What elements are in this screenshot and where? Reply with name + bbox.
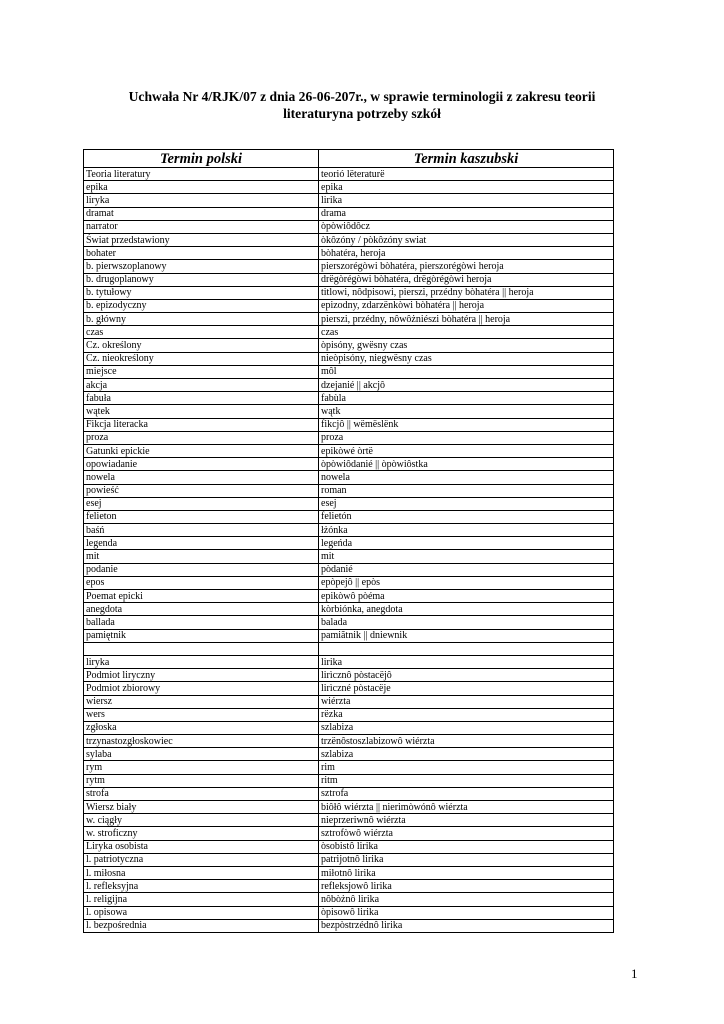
polish-term-cell: opowiadanie xyxy=(84,458,319,471)
table-row xyxy=(84,682,614,695)
kashubian-term-cell: roman xyxy=(319,484,614,497)
polish-term-cell: bohater xyxy=(84,247,319,260)
kashubian-term-cell: mit xyxy=(319,550,614,563)
polish-term-cell: trzynastozgłoskowiec xyxy=(84,735,319,748)
polish-term-cell: Teoria literatury xyxy=(84,168,319,181)
table-row xyxy=(84,352,614,365)
polish-term-cell: wiersz xyxy=(84,695,319,708)
table-header-row xyxy=(84,150,614,168)
header-kashubian-term: Termin kaszubski xyxy=(319,150,614,168)
polish-term-cell: Liryka osobista xyxy=(84,840,319,853)
title-line-1: Uchwała Nr 4/RJK/07 z dnia 26-06-207r., w sprawie terminologii z zakresu teorii xyxy=(128,89,596,104)
table-body xyxy=(84,168,614,933)
kashubian-term-cell: òkôzóny / pòkôzóny swiat xyxy=(319,233,614,246)
table-row xyxy=(84,735,614,748)
polish-term-cell: l. miłosna xyxy=(84,866,319,879)
table-row xyxy=(84,655,614,668)
polish-term-cell: fabuła xyxy=(84,392,319,405)
table-row xyxy=(84,721,614,734)
table-row xyxy=(84,194,614,207)
kashubian-term-cell: nieòpisóny, niegwësny czas xyxy=(319,352,614,365)
polish-term-cell: Gatunki epickie xyxy=(84,444,319,457)
kashubian-term-cell xyxy=(319,642,614,655)
table-row xyxy=(84,919,614,932)
polish-term-cell: nowela xyxy=(84,471,319,484)
table-row xyxy=(84,827,614,840)
kashubian-term-cell: nieprzeriwnô wiérzta xyxy=(319,814,614,827)
table-row xyxy=(84,814,614,827)
kashubian-term-cell: wątk xyxy=(319,405,614,418)
kashubian-term-cell: biôłô wiérzta || nierimòwónô wiérzta xyxy=(319,801,614,814)
table-row xyxy=(84,379,614,392)
table-row xyxy=(84,247,614,260)
kashubian-term-cell: bòhatéra, heroja xyxy=(319,247,614,260)
kashubian-term-cell: fabùla xyxy=(319,392,614,405)
kashubian-term-cell: sztrofa xyxy=(319,787,614,800)
table-row xyxy=(84,616,614,629)
kashubian-term-cell: refleksjowô lirika xyxy=(319,880,614,893)
polish-term-cell: l. opisowa xyxy=(84,906,319,919)
polish-term-cell: ballada xyxy=(84,616,319,629)
kashubian-term-cell: szlabiza xyxy=(319,721,614,734)
table-row xyxy=(84,260,614,273)
kashubian-term-cell: pòdanié xyxy=(319,563,614,576)
polish-term-cell xyxy=(84,642,319,655)
polish-term-cell: rym xyxy=(84,761,319,774)
table-row xyxy=(84,233,614,246)
polish-term-cell: wątek xyxy=(84,405,319,418)
title-line-2: literaturyna potrzeby szkół xyxy=(283,106,441,121)
table-row xyxy=(84,708,614,721)
polish-term-cell: Fikcja literacka xyxy=(84,418,319,431)
polish-term-cell: liryka xyxy=(84,655,319,668)
kashubian-term-cell: môl xyxy=(319,365,614,378)
table-row xyxy=(84,339,614,352)
table-row xyxy=(84,603,614,616)
table-row xyxy=(84,642,614,655)
table-row xyxy=(84,471,614,484)
table-row xyxy=(84,392,614,405)
polish-term-cell: dramat xyxy=(84,207,319,220)
kashubian-term-cell: ritm xyxy=(319,774,614,787)
polish-term-cell: sylaba xyxy=(84,748,319,761)
kashubian-term-cell: lirìczné pòstacëje xyxy=(319,682,614,695)
polish-term-cell: Cz. określony xyxy=(84,339,319,352)
kashubian-term-cell: lirìcznô pòstacëjô xyxy=(319,669,614,682)
table-row xyxy=(84,880,614,893)
polish-term-cell: czas xyxy=(84,326,319,339)
document-title xyxy=(60,88,664,122)
polish-term-cell: b. pierwszoplanowy xyxy=(84,260,319,273)
kashubian-term-cell: òpisóny, gwësny czas xyxy=(319,339,614,352)
polish-term-cell: w. ciągły xyxy=(84,814,319,827)
polish-term-cell: Podmiot liryczny xyxy=(84,669,319,682)
table-row xyxy=(84,431,614,444)
table-row xyxy=(84,866,614,879)
kashubian-term-cell: òsobistô lirika xyxy=(319,840,614,853)
kashubian-term-cell: òpisowô lirika xyxy=(319,906,614,919)
table-row xyxy=(84,669,614,682)
polish-term-cell: mit xyxy=(84,550,319,563)
kashubian-term-cell: bezpòstrzédnô lirika xyxy=(319,919,614,932)
kashubian-term-cell: fikcjô || wëmëslënk xyxy=(319,418,614,431)
polish-term-cell: b. główny xyxy=(84,313,319,326)
polish-term-cell: w. stroficzny xyxy=(84,827,319,840)
kashubian-term-cell: titlowi, nôdpisowi, pierszi, przédny bòhatéra || heroja xyxy=(319,286,614,299)
polish-term-cell: esej xyxy=(84,497,319,510)
polish-term-cell: l. bezpośrednia xyxy=(84,919,319,932)
table-row xyxy=(84,893,614,906)
table-row xyxy=(84,840,614,853)
kashubian-term-cell: lirika xyxy=(319,655,614,668)
table-row xyxy=(84,207,614,220)
kashubian-term-cell: łżónka xyxy=(319,524,614,537)
table-row xyxy=(84,299,614,312)
polish-term-cell: l. patriotyczna xyxy=(84,853,319,866)
kashubian-term-cell: epika xyxy=(319,181,614,194)
kashubian-term-cell: nôbòżnô lirika xyxy=(319,893,614,906)
table-row xyxy=(84,537,614,550)
kashubian-term-cell: epòpejô || epòs xyxy=(319,576,614,589)
kashubian-term-cell: balada xyxy=(319,616,614,629)
polish-term-cell: strofa xyxy=(84,787,319,800)
table-row xyxy=(84,550,614,563)
polish-term-cell: Cz. nieokreślony xyxy=(84,352,319,365)
kashubian-term-cell: drama xyxy=(319,207,614,220)
kashubian-term-cell: legeńda xyxy=(319,537,614,550)
polish-term-cell: anegdota xyxy=(84,603,319,616)
polish-term-cell: podanie xyxy=(84,563,319,576)
kashubian-term-cell: esej xyxy=(319,497,614,510)
kashubian-term-cell: rëzka xyxy=(319,708,614,721)
table-row xyxy=(84,168,614,181)
kashubian-term-cell: felietón xyxy=(319,510,614,523)
kashubian-term-cell: rim xyxy=(319,761,614,774)
table-row xyxy=(84,458,614,471)
kashubian-term-cell: trzënôstoszlabizowô wiérzta xyxy=(319,735,614,748)
table-row xyxy=(84,220,614,233)
polish-term-cell: b. drugoplanowy xyxy=(84,273,319,286)
table-row xyxy=(84,853,614,866)
table-row xyxy=(84,748,614,761)
table-row xyxy=(84,497,614,510)
page-number: 1 xyxy=(631,966,638,981)
table-row xyxy=(84,590,614,603)
table-row xyxy=(84,524,614,537)
header-polish-term: Termin polski xyxy=(84,150,319,168)
table-row xyxy=(84,510,614,523)
polish-term-cell: Wiersz biały xyxy=(84,801,319,814)
polish-term-cell: akcja xyxy=(84,379,319,392)
table-row xyxy=(84,313,614,326)
polish-term-cell: b. epizodyczny xyxy=(84,299,319,312)
polish-term-cell: proza xyxy=(84,431,319,444)
kashubian-term-cell: wiérzta xyxy=(319,695,614,708)
polish-term-cell: l. religijna xyxy=(84,893,319,906)
table-row xyxy=(84,801,614,814)
polish-term-cell: rytm xyxy=(84,774,319,787)
kashubian-term-cell: kòrbiónka, anegdota xyxy=(319,603,614,616)
polish-term-cell: Poemat epicki xyxy=(84,590,319,603)
table-row xyxy=(84,576,614,589)
kashubian-term-cell: epikòwé òrtë xyxy=(319,444,614,457)
table-row xyxy=(84,787,614,800)
table-row xyxy=(84,405,614,418)
kashubian-term-cell: sztrofòwô wiérzta xyxy=(319,827,614,840)
polish-term-cell: Świat przedstawiony xyxy=(84,233,319,246)
polish-term-cell: Podmiot zbiorowy xyxy=(84,682,319,695)
table-row xyxy=(84,774,614,787)
kashubian-term-cell: lirika xyxy=(319,194,614,207)
table-row xyxy=(84,695,614,708)
table-row xyxy=(84,563,614,576)
polish-term-cell: miejsce xyxy=(84,365,319,378)
table-row xyxy=(84,286,614,299)
kashubian-term-cell: pierszorégòwi bòhatéra, pierszorégòwi heroja xyxy=(319,260,614,273)
kashubian-term-cell: czas xyxy=(319,326,614,339)
polish-term-cell: b. tytułowy xyxy=(84,286,319,299)
table-row xyxy=(84,418,614,431)
kashubian-term-cell: pierszi, przédny, nôwôżniészi bòhatéra || heroja xyxy=(319,313,614,326)
table-row xyxy=(84,365,614,378)
kashubian-term-cell: drëgòrégòwi bòhatéra, drëgòrégòwi heroja xyxy=(319,273,614,286)
polish-term-cell: zgłoska xyxy=(84,721,319,734)
terminology-table xyxy=(83,149,614,933)
kashubian-term-cell: teorió lëteraturë xyxy=(319,168,614,181)
kashubian-term-cell: òpòwiôdanié || òpòwiôstka xyxy=(319,458,614,471)
kashubian-term-cell: epizodny, zdarzënkòwi bòhatéra || heroja xyxy=(319,299,614,312)
kashubian-term-cell: proza xyxy=(319,431,614,444)
kashubian-term-cell: szlabiza xyxy=(319,748,614,761)
table-row xyxy=(84,484,614,497)
polish-term-cell: legenda xyxy=(84,537,319,550)
table-row xyxy=(84,273,614,286)
table-row xyxy=(84,761,614,774)
kashubian-term-cell: epikòwô pòéma xyxy=(319,590,614,603)
polish-term-cell: epos xyxy=(84,576,319,589)
polish-term-cell: l. refleksyjna xyxy=(84,880,319,893)
kashubian-term-cell: òpòwiôdôcz xyxy=(319,220,614,233)
polish-term-cell: epika xyxy=(84,181,319,194)
polish-term-cell: powieść xyxy=(84,484,319,497)
table-row xyxy=(84,444,614,457)
table-row xyxy=(84,906,614,919)
polish-term-cell: narrator xyxy=(84,220,319,233)
polish-term-cell: baśń xyxy=(84,524,319,537)
polish-term-cell: liryka xyxy=(84,194,319,207)
table-row xyxy=(84,629,614,642)
polish-term-cell: felieton xyxy=(84,510,319,523)
polish-term-cell: pamiętnik xyxy=(84,629,319,642)
kashubian-term-cell: patrijotnô lirika xyxy=(319,853,614,866)
table-row xyxy=(84,181,614,194)
kashubian-term-cell: pamiãtnik || dniewnik xyxy=(319,629,614,642)
kashubian-term-cell: miłotnô lirika xyxy=(319,866,614,879)
table-row xyxy=(84,326,614,339)
kashubian-term-cell: dzejanié || akcjô xyxy=(319,379,614,392)
polish-term-cell: wers xyxy=(84,708,319,721)
kashubian-term-cell: nowela xyxy=(319,471,614,484)
